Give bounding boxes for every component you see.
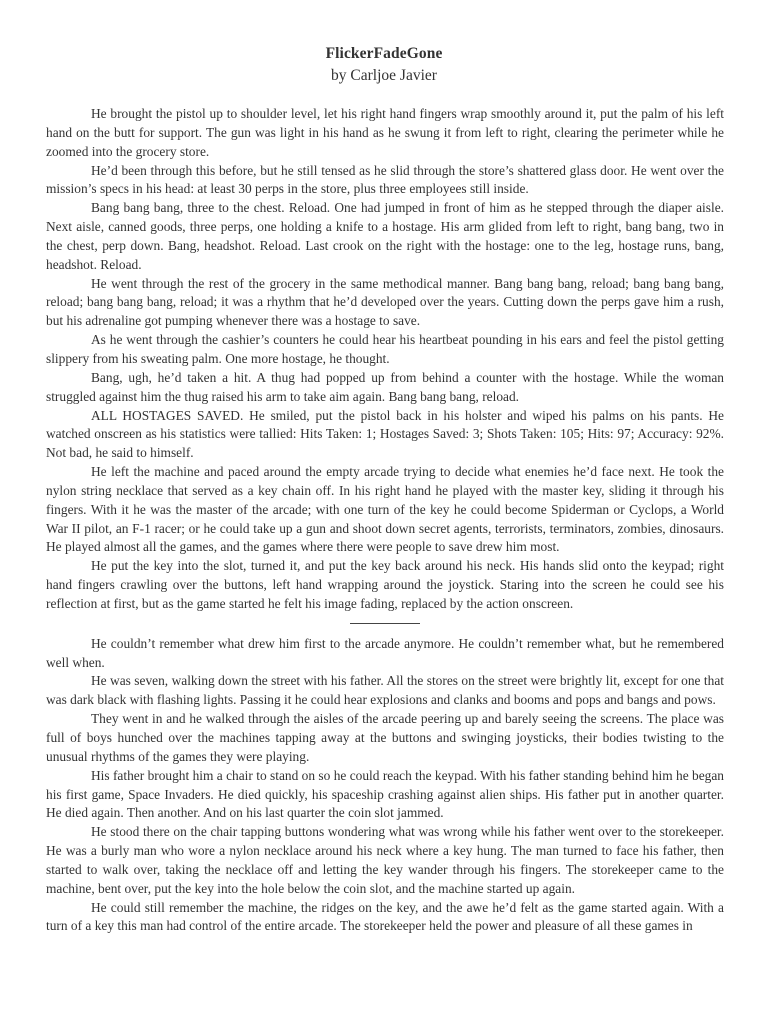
paragraph: He stood there on the chair tapping buttons wondering what was wrong while his father went over to the storekeeper. He was a burly man who wore a nylon necklace around his neck where a key hung. The man turned to face his father, then started to walk over, taking the necklace off and letting the key wander through his fingers. The storekeeper came to the machine, bent over, put the key into the hole below the coin slot, and the machine started up again. xyxy=(46,824,724,896)
story-section-2 xyxy=(46,635,724,937)
paragraph: ALL HOSTAGES SAVED. He smiled, put the pistol back in his holster and wiped his palms on his pants. He watched onscreen as his statistics were tallied: Hits Taken: 1; Hostages Saved: 3; Shots Taken: 105; Hits: 97; Accuracy: 92%. Not bad, he said to himself. xyxy=(46,407,724,461)
paragraph: He couldn’t remember what drew him first to the arcade anymore. He couldn’t remember what, but he remembered well when. xyxy=(46,635,724,670)
author-byline: by Carljoe Javier xyxy=(331,67,437,84)
paragraph: He left the machine and paced around the empty arcade trying to decide what enemies he’d face next. He took the nylon string necklace that served as a key chain off. In his right hand he played with the master key, sliding it through his fingers. With it he was the master of the arcade; with one turn of the key he could become Spiderman or Cyclops, a World War II pilot, an F-1 racer; or he could take up a gun and shoot down secret agents, terrorists, terminators, zombies, dinosaurs. He played almost all the games, and the games where there were people to save drew him most. xyxy=(46,464,724,555)
paragraph: He brought the pistol up to shoulder level, let his right hand fingers wrap smoothly around it, put the palm of his left hand on the butt for support. The gun was light in his hand as he swung it from left to right, clearing the perimeter while he zoomed into the grocery store. xyxy=(46,106,724,159)
story-section-1 xyxy=(46,105,724,614)
paragraph: He was seven, walking down the street with his father. All the stores on the street were brightly lit, except for one that was dark black with flashing lights. Passing it he could hear explosions and clanks and booms and pops and bangs and pows. xyxy=(46,673,724,708)
paragraph: He’d been through this before, but he still tensed as he slid through the store’s shattered glass door. He went over the mission’s specs in his head: at least 30 perps in the store, plus three employees still inside. xyxy=(46,162,724,197)
paragraph: He put the key into the slot, turned it, and put the key back around his neck. His hands slid onto the keypad; right hand fingers crawling over the buttons, left hand wrapping around the joystick. Staring into the screen he could see his reflection at first, but as the game started he felt his image fading, replaced by the action onscreen. xyxy=(46,558,724,611)
paragraph: His father brought him a chair to stand on so he could reach the keypad. With his father standing behind him he began his first game, Space Invaders. He died quickly, his spaceship crashing against alien ships. His father put in another quarter. He died again. Then another. And on his last quarter the coin slot jammed. xyxy=(46,767,724,821)
paragraph: Bang, ugh, he’d taken a hit. A thug had popped up from behind a counter with the hostage. While the woman struggled against him the thug raised his arm to take aim again. Bang bang bang, reload. xyxy=(46,369,724,404)
paragraph: He could still remember the machine, the ridges on the key, and the awe he’d felt as the game started again. With a turn of a key this man had control of the entire arcade. The storekeeper held the power and pleasure of all these games in xyxy=(46,899,724,934)
paragraph: He went through the rest of the grocery in the same methodical manner. Bang bang bang, reload; bang bang bang, reload; bang bang bang, reload; it was a rhythm that he’d developed over the years. Cutting down the perps gave him a rush, but his adrenaline got pumping whenever there was a hostage to save. xyxy=(46,275,724,329)
paragraph: As he went through the cashier’s counters he could hear his heartbeat pounding in his ears and feel the pistol getting slippery from his sweating palm. One more hostage, he thought. xyxy=(46,332,724,366)
section-divider xyxy=(350,623,420,624)
document-title: FlickerFadeGone xyxy=(325,45,443,62)
document-body xyxy=(46,105,724,936)
paragraph: Bang bang bang, three to the chest. Reload. One had jumped in front of him as he stepped through the diaper aisle. Next aisle, canned goods, three perps, one holding a knife to a hostage. His arm glided from left to right, bang bang, two in the chest, perp down. Bang, headshot. Reload. Last crook on the right with the hostage: one to the leg, hostage runs, bang, headshot. Reload. xyxy=(46,200,724,272)
paragraph: They went in and he walked through the aisles of the arcade peering up and barely seeing the screens. The place was full of boys hunched over the machines tapping away at the buttons and swinging joysticks, their bodies twisting to the unusual rhythms of the games they were playing. xyxy=(46,711,724,764)
